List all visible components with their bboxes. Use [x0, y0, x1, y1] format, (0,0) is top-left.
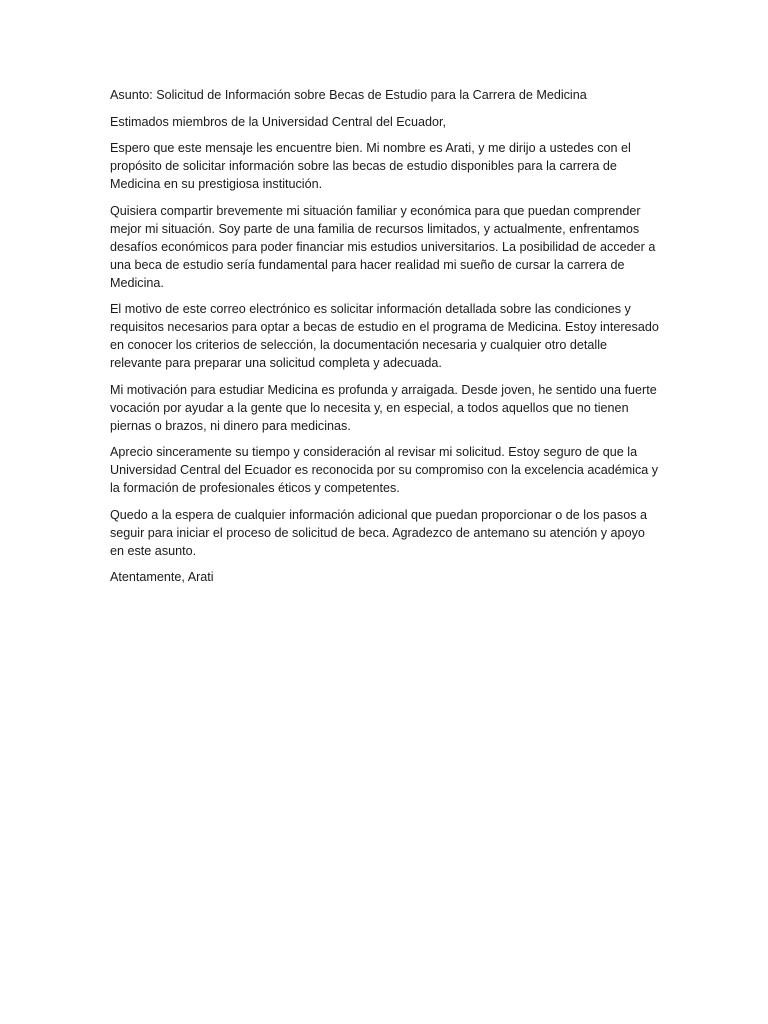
letter-greeting: Estimados miembros de la Universidad Central del Ecuador,: [110, 114, 446, 129]
letter-paragraph-request: El motivo de este correo electrónico es solicitar información detallada sobre las condiciones y requisitos necesarios para optar a becas de estudio en el programa de Medicina. Estoy interesado en conocer los criterios de selección, la documentación necesaria y cualquier otro detalle relevante para preparar una solicitud completa y adecuada.: [110, 302, 659, 370]
letter-paragraph-motivation: Mi motivación para estudiar Medicina es profunda y arraigada. Desde joven, he sentido una fuerte vocación por ayudar a la gente que lo necesita y, en especial, a todos aquellos que no tienen piernas o brazos, ni dinero para medicinas.: [110, 382, 657, 433]
letter-paragraph-appreciation: Aprecio sinceramente su tiempo y consideración al revisar mi solicitud. Estoy seguro de que la Universidad Central del Ecuador es reconocida por su compromiso con la excelencia académica y la formación de profesionales éticos y competentes.: [110, 445, 659, 495]
letter-paragraph-followup: Quedo a la espera de cualquier información adicional que puedan proporcionar o de los pasos a seguir para iniciar el proceso de solicitud de beca. Agradezco de antemano su atención y apoyo en este asunto.: [110, 507, 647, 558]
letter-body: [110, 86, 662, 595]
letter-paragraph-situation: Quisiera compartir brevemente mi situación familiar y económica para que puedan comprender mejor mi situación. Soy parte de una familia de recursos limitados, y actualmente, enfrentamos desafíos económicos para poder financiar mis estudios universitarios. La posibilidad de acceder a una beca de estudio sería fundamental para hacer realidad mi sueño de cursar la carrera de Medicina.: [110, 203, 656, 290]
letter-paragraph-introduction: Espero que este mensaje les encuentre bien. Mi nombre es Arati, y me dirijo a ustedes con el propósito de solicitar información sobre las becas de estudio disponibles para la carrera de Medicina en su prestigiosa institución.: [110, 141, 631, 191]
letter-closing: Atentamente, Arati: [110, 570, 214, 584]
letter-subject: Asunto: Solicitud de Información sobre Becas de Estudio para la Carrera de Medicina: [110, 88, 587, 102]
